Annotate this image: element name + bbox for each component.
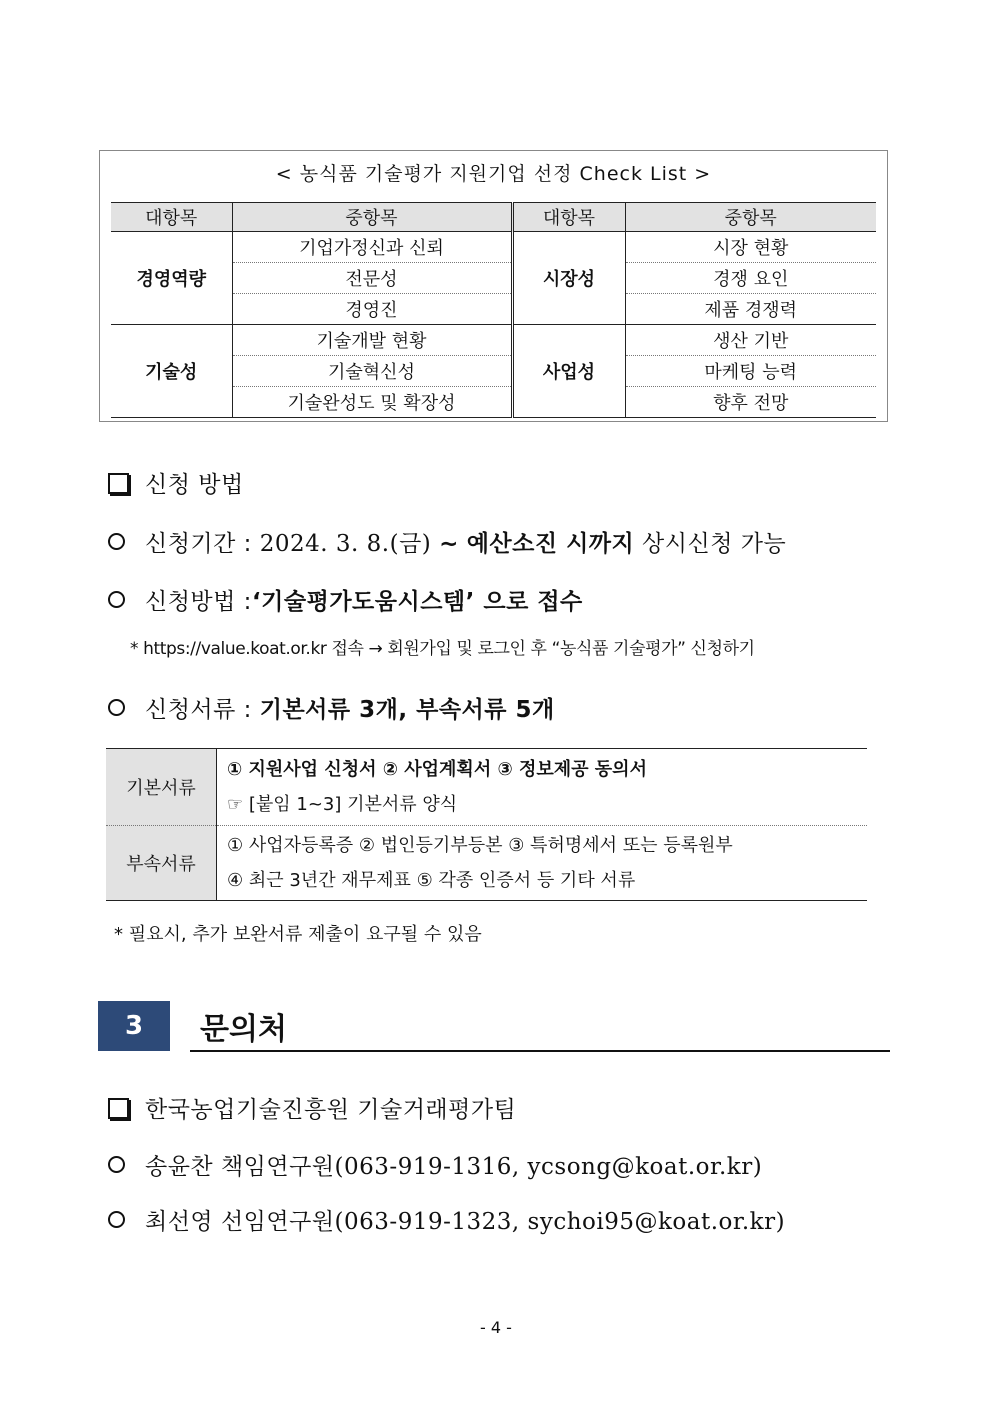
documents-row — [106, 749, 867, 826]
apply-heading: 신청 방법 — [108, 466, 244, 499]
basic-docs-line: ☞ [붙임 1~3] 기본서류 양식 — [227, 794, 458, 815]
section-number: 3 — [98, 1001, 170, 1051]
checklist-header: 중항목 — [232, 203, 512, 232]
period-suffix: 상시신청 가능 — [642, 531, 787, 557]
docs-label: 신청서류 : — [145, 697, 252, 723]
extra-docs-line: ① 사업자등록증 ② 법인등기부등본 ③ 특허명세서 또는 등록원부 — [227, 835, 733, 856]
contact-person: 송윤찬 책임연구원(063-919-1316, ycsong@koat.or.kr) — [145, 1154, 763, 1180]
item-cell: 마케팅 능력 — [625, 356, 876, 387]
circle-bullet-icon — [108, 1156, 125, 1173]
period-date: 2024. 3. 8.(금) — [259, 531, 432, 557]
item-cell: 시장 현황 — [625, 232, 876, 263]
section-divider — [190, 1050, 890, 1052]
contact-person-line — [108, 1203, 785, 1236]
item-cell: 생산 기반 — [625, 325, 876, 356]
item-cell: 기술개발 현황 — [232, 325, 512, 356]
basic-docs-line: ① 지원사업 신청서 ② 사업계획서 ③ 정보제공 동의서 — [227, 759, 647, 780]
category-cell: 시장성 — [512, 232, 625, 325]
checklist-header: 대항목 — [111, 203, 232, 232]
item-cell: 경쟁 요인 — [625, 263, 876, 294]
method-note: * https://value.koat.or.kr 접속 → 회원가입 및 로그인 후 “농식품 기술평가” 신청하기 — [130, 639, 755, 659]
documents-table — [106, 748, 867, 901]
item-cell: 기술혁신성 — [232, 356, 512, 387]
basic-docs-content — [217, 749, 868, 826]
circle-bullet-icon — [108, 699, 125, 716]
apply-docs-line — [108, 691, 555, 724]
item-cell: 전문성 — [232, 263, 512, 294]
checklist-title: < 농식품 기술평가 지원기업 선정 Check List > — [275, 163, 712, 185]
checklist-header: 대항목 — [512, 203, 625, 232]
item-cell: 경영진 — [232, 294, 512, 325]
circle-bullet-icon — [108, 591, 125, 608]
item-cell: 기업가정신과 신뢰 — [232, 232, 512, 263]
circle-bullet-icon — [108, 1211, 125, 1228]
apply-method-line — [108, 583, 583, 616]
item-cell: 향후 전망 — [625, 387, 876, 418]
method-label: 신청방법 : — [145, 589, 252, 615]
documents-row — [106, 826, 867, 901]
contact-person-line — [108, 1148, 762, 1181]
category-cell: 사업성 — [512, 325, 625, 418]
checklist-header: 중항목 — [625, 203, 876, 232]
period-tilde: ~ — [439, 531, 459, 557]
square-bullet-icon — [108, 1098, 129, 1119]
contact-team-line: 한국농업기술진흥원 기술거래평가팀 — [108, 1091, 516, 1124]
page-number: - 4 - — [480, 1318, 512, 1337]
category-cell: 경영역량 — [111, 232, 232, 325]
checklist-row — [111, 232, 876, 263]
extra-docs-line: ④ 최근 3년간 재무제표 ⑤ 각종 인증서 등 기타 서류 — [227, 870, 636, 891]
period-until: 예산소진 시까지 — [466, 531, 635, 557]
item-cell: 제품 경쟁력 — [625, 294, 876, 325]
checklist-table — [111, 202, 876, 418]
docs-value: 기본서류 3개, 부속서류 5개 — [259, 697, 555, 723]
contact-person: 최선영 선임연구원(063-919-1323, sychoi95@koat.or.kr) — [145, 1209, 786, 1235]
circle-bullet-icon — [108, 533, 125, 550]
checklist-header-row — [111, 203, 876, 232]
checklist-row — [111, 325, 876, 356]
section-title: 문의처 — [200, 1012, 287, 1047]
item-cell: 기술완성도 및 확장성 — [232, 387, 512, 418]
category-cell: 기술성 — [111, 325, 232, 418]
period-label: 신청기간 : — [145, 531, 252, 557]
basic-docs-label: 기본서류 — [106, 749, 217, 826]
apply-period-line — [108, 525, 786, 558]
checklist-box — [99, 150, 888, 422]
extra-docs-label: 부속서류 — [106, 826, 217, 901]
docs-footnote: * 필요시, 추가 보완서류 제출이 요구될 수 있음 — [114, 924, 482, 945]
extra-docs-content — [217, 826, 868, 901]
square-bullet-icon — [108, 473, 129, 494]
method-value: ‘기술평가도움시스템’ 으로 접수 — [251, 589, 583, 615]
